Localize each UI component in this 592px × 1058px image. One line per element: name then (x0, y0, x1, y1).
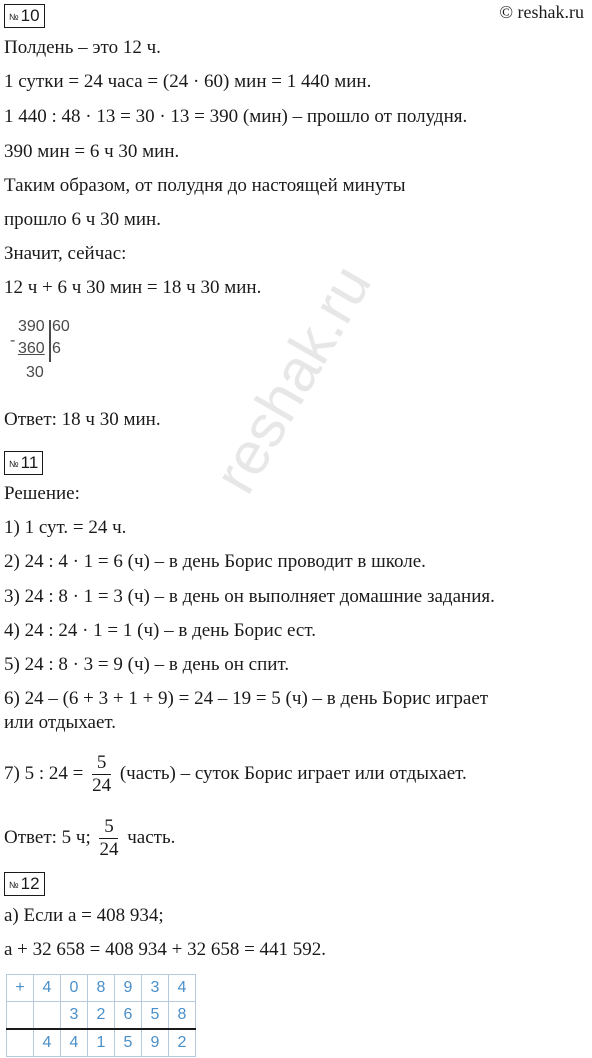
t11-answer-post: часть. (127, 826, 176, 848)
grid-cell (7, 1002, 34, 1030)
t10-line-8: 12 ч + 6 ч 30 мин = 18 ч 30 мин. (4, 277, 262, 298)
grid-cell: 6 (115, 1002, 142, 1030)
division-remainder: 30 (26, 364, 44, 381)
t10-answer: Ответ: 18 ч 30 мин. (4, 409, 161, 430)
grid-cell: 4 (34, 975, 61, 1002)
t11-line-4: 3) 24 : 8 · 1 = 3 (ч) – в день он выполняет домашние задания. (4, 586, 495, 607)
grid-cell: 8 (169, 1002, 196, 1030)
t11-line-9-post: (часть) – суток Борис играет или отдыхает. (119, 762, 467, 784)
division-minus: - (10, 332, 16, 349)
grid-cell: 5 (142, 1002, 169, 1030)
answer-fraction-denominator: 24 (99, 839, 119, 860)
grid-cell: 2 (169, 1029, 196, 1057)
task-10-number: 10 (20, 6, 40, 25)
task-12-number: 12 (20, 874, 40, 893)
division-subtrahend: 360 (18, 340, 45, 357)
t11-line-9 (4, 752, 467, 797)
grid-cell (34, 1002, 61, 1030)
answer-fraction-numerator: 5 (99, 816, 118, 839)
grid-cell: 8 (88, 975, 115, 1002)
grid-cell: 9 (142, 1029, 169, 1057)
badge-no: № (9, 459, 19, 469)
t11-line-3: 2) 24 : 4 · 1 = 6 (ч) – в день Борис проводит в школе. (4, 551, 426, 572)
task-10-badge (4, 4, 45, 28)
grid-plus: + (7, 975, 34, 1002)
t11-line-5: 4) 24 : 24 · 1 = 1 (ч) – в день Борис ест. (4, 620, 316, 641)
task-12-badge (4, 872, 45, 896)
grid-cell: 0 (61, 975, 88, 1002)
t11-line-9-pre: 7) 5 : 24 = (4, 762, 84, 784)
grid-cell: 4 (169, 975, 196, 1002)
badge-no: № (9, 12, 19, 22)
t10-line-2: 1 сутки = 24 часа = (24 · 60) мин = 1 440 мин. (4, 71, 372, 92)
answer-fraction (99, 816, 118, 861)
grid-cell: 4 (34, 1029, 61, 1057)
watermark: © reshak.ru (499, 2, 584, 22)
t11-line-8: или отдыхает. (4, 712, 117, 733)
t10-line-6: прошло 6 ч 30 мин. (4, 209, 161, 230)
t10-line-5: Таким образом, от полудня до настоящей минуты (4, 175, 406, 196)
t10-line-4: 390 мин = 6 ч 30 мин. (4, 141, 180, 162)
grid-cell: 1 (88, 1029, 115, 1057)
grid-cell (7, 1029, 34, 1057)
t11-answer (4, 816, 175, 861)
column-addition-grid (6, 974, 196, 1057)
division-bar (49, 320, 51, 362)
t11-line-7: 6) 24 – (6 + 3 + 1 + 9) = 24 – 19 = 5 (ч) – в день Борис играет (4, 688, 489, 709)
long-division (10, 318, 110, 393)
fraction-denominator: 24 (92, 775, 112, 796)
grid-cell: 9 (115, 975, 142, 1002)
t12-line-b: a + 32 658 = 408 934 + 32 658 = 441 592. (4, 939, 327, 960)
grid-cell: 3 (142, 975, 169, 1002)
task-11-badge (4, 451, 43, 475)
grid-cell: 3 (61, 1002, 88, 1030)
t12-line-a: а) Если a = 408 934; (4, 905, 164, 926)
grid-cell: 4 (61, 1029, 88, 1057)
diagonal-watermark: reshak.ru (200, 253, 384, 504)
grid-cell: 2 (88, 1002, 115, 1030)
division-dividend: 390 (18, 318, 45, 335)
fraction-numerator: 5 (92, 752, 111, 775)
badge-no: № (9, 880, 19, 890)
t11-line-2: 1) 1 сут. = 24 ч. (4, 517, 127, 538)
t10-line-1: Полдень – это 12 ч. (4, 37, 161, 58)
t11-answer-pre: Ответ: 5 ч; (4, 826, 91, 848)
division-divisor: 60 (52, 318, 70, 335)
division-quotient: 6 (52, 340, 61, 357)
task-11-number: 11 (20, 453, 39, 472)
t10-line-3: 1 440 : 48 · 13 = 30 · 13 = 390 (мин) – прошло от полудня. (4, 106, 468, 127)
t11-line-6: 5) 24 : 8 · 3 = 9 (ч) – в день он спит. (4, 654, 290, 675)
t10-line-7: Значит, сейчас: (4, 243, 127, 264)
fraction (92, 752, 111, 797)
t11-line-1: Решение: (4, 483, 80, 504)
grid-cell: 5 (115, 1029, 142, 1057)
